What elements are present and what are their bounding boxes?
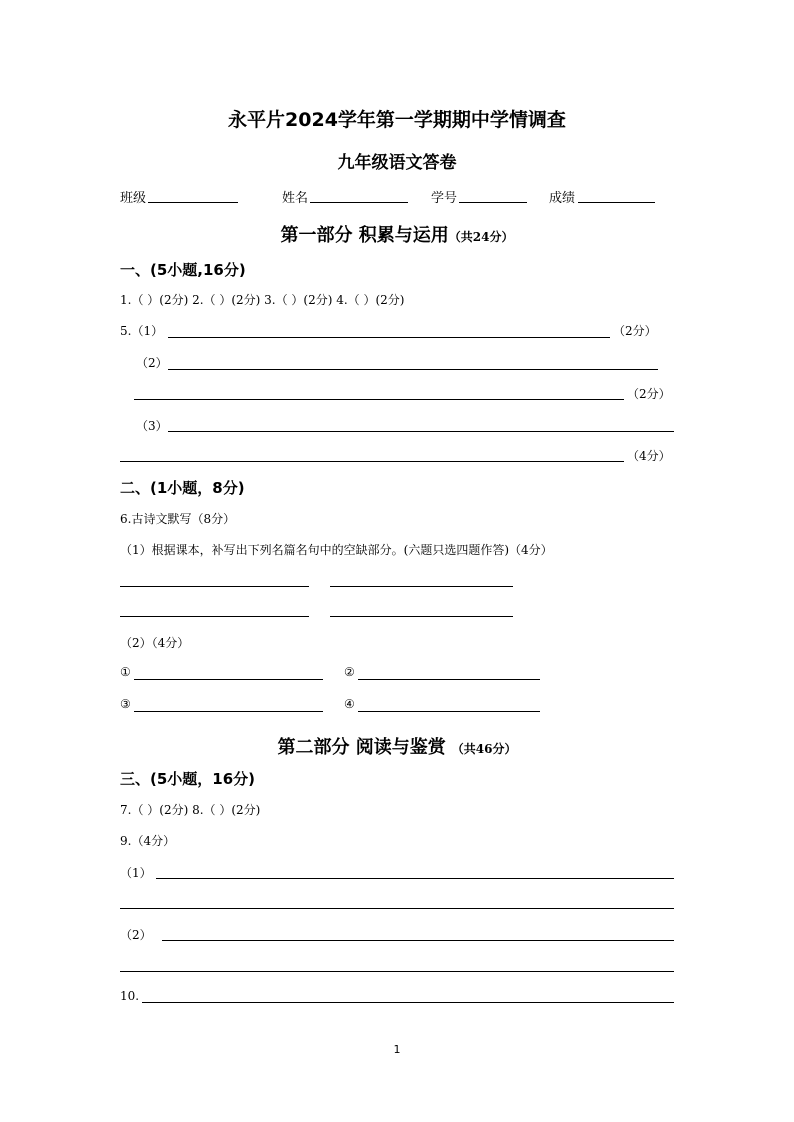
q6-2-marker-4: ④: [344, 697, 355, 711]
q5-1-answer-line[interactable]: [168, 337, 610, 338]
part1-heading: [0, 221, 794, 247]
q6-2-answer-line-3[interactable]: [134, 711, 323, 712]
part2-score: （共46分）: [451, 742, 517, 756]
q10-label: 10.: [120, 989, 140, 1003]
q6-2-answer-line-4[interactable]: [358, 711, 540, 712]
q5-2-answer-line-b[interactable]: [134, 399, 624, 400]
q9-1-label: （1）: [120, 866, 152, 880]
class-label: 班级: [120, 191, 147, 206]
q9-2-answer-line-b[interactable]: [120, 971, 674, 972]
student-id-field[interactable]: [459, 202, 527, 203]
score-field[interactable]: [578, 202, 655, 203]
q6-1-answer-line-1[interactable]: [120, 586, 309, 587]
q6-1-instruction: （1）根据课本，补写出下列名篇名句中的空缺部分。(六题只选四题作答)（4分）: [120, 543, 553, 557]
q6-1-answer-line-3[interactable]: [120, 616, 309, 617]
q1-4-choices: 1.（ ）(2分) 2.（ ）(2分) 3.（ ）(2分) 4.（ ）(2分): [120, 293, 405, 307]
q9-label: 9.（4分）: [120, 834, 176, 848]
q9-1-answer-line-b[interactable]: [120, 908, 674, 909]
q5-2-answer-line-a[interactable]: [168, 369, 658, 370]
q5-3-answer-line-b[interactable]: [120, 461, 624, 462]
part2-heading: [0, 733, 794, 759]
part2-title: 第二部分 阅读与鉴赏: [277, 737, 446, 758]
q9-2-answer-line-a[interactable]: [162, 940, 674, 941]
q6-2-marker-1: ①: [120, 665, 131, 679]
q5-label: 5.（1）: [120, 324, 164, 338]
section1-heading: 一、(5小题,16分): [120, 261, 246, 279]
name-field[interactable]: [310, 202, 408, 203]
q5-3-label: （3）: [136, 419, 168, 433]
q9-1-answer-line-a[interactable]: [156, 878, 674, 879]
page-title: 永平片2024学年第一学期期中学情调查: [228, 109, 566, 131]
q5-1-score: （2分）: [613, 324, 657, 338]
section2-heading: 二、(1小题，8分): [120, 479, 245, 497]
q6-2-marker-2: ②: [344, 665, 355, 679]
q6-1-answer-line-4[interactable]: [330, 616, 513, 617]
student-id-label: 学号: [431, 191, 458, 206]
q9-2-label: （2）: [120, 928, 152, 942]
page-subtitle: 九年级语文答卷: [337, 153, 457, 173]
q10-answer-line[interactable]: [142, 1002, 674, 1003]
q6-2-answer-line-1[interactable]: [134, 679, 323, 680]
q7-8-choices: 7.（ ）(2分) 8.（ ）(2分): [120, 803, 261, 817]
part1-score: （共24分）: [448, 230, 514, 244]
q6-1-answer-line-2[interactable]: [330, 586, 513, 587]
q5-2-label: （2）: [136, 356, 168, 370]
q5-3-score: （4分）: [627, 449, 671, 463]
name-label: 姓名: [282, 191, 309, 206]
part1-title: 第一部分 积累与运用: [280, 225, 449, 246]
q6-2-answer-line-2[interactable]: [358, 679, 540, 680]
section3-heading: 三、(5小题，16分): [120, 770, 256, 788]
q6-2-marker-3: ③: [120, 697, 131, 711]
q6-2-label: （2）（4分）: [120, 636, 190, 650]
page-number: 1: [393, 1043, 401, 1056]
q5-2-score: （2分）: [627, 387, 671, 401]
q5-3-answer-line-a[interactable]: [168, 431, 674, 432]
q6-label: 6.古诗文默写（8分）: [120, 512, 236, 526]
score-label: 成绩: [549, 191, 576, 206]
class-field[interactable]: [148, 202, 238, 203]
